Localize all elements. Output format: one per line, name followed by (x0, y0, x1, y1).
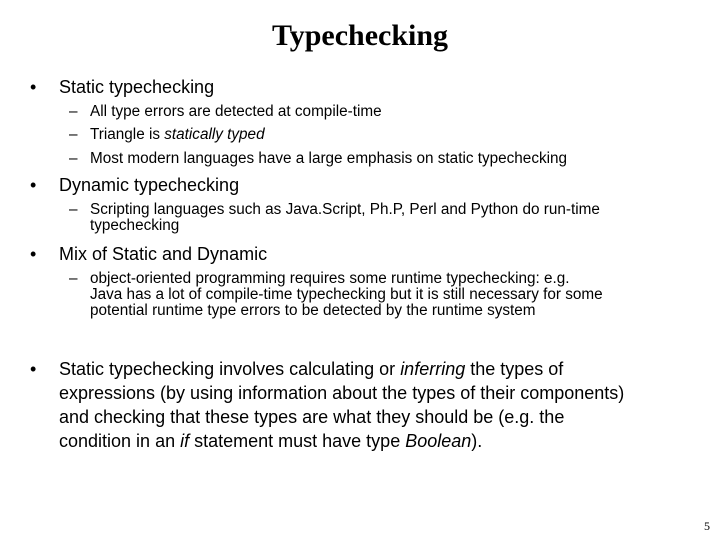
bullet-text: Dynamic typechecking (59, 175, 240, 195)
bullet-dot: • (30, 244, 37, 264)
sub-bullet-text: object-oriented programming requires some runtime typechecking: e.g. Java has a lot of compile-time typechecking but it is still necessary for some potential runtime type errors to be detected by the runtime system (90, 270, 603, 319)
page-number: 5 (704, 519, 710, 533)
bullet-text: Static typechecking involves calculating or inferring the types of expressions (by using information about the types of their components) and checking that these types are what they should be (e.g. the condition in an if statement must have type Boolean). (59, 359, 625, 451)
dash-marker: – (69, 103, 78, 120)
bullet-dot: • (30, 175, 37, 195)
dash-marker: – (69, 270, 78, 287)
bullet-text: Static typechecking (59, 77, 215, 97)
sub-bullet-text: Triangle is statically typed (90, 126, 265, 143)
sub-bullet-text: Most modern languages have a large emphasis on static typechecking (90, 150, 568, 167)
sub-bullet-text: Scripting languages such as Java.Script, Ph.P, Perl and Python do run-time typechecking (90, 201, 600, 234)
bullet-dot: • (30, 359, 37, 379)
sub-bullet-text: All type errors are detected at compile-time (90, 103, 382, 120)
slide-title: Typechecking (271, 19, 449, 52)
bullet-text: Mix of Static and Dynamic (59, 244, 268, 264)
dash-marker: – (69, 201, 78, 218)
dash-marker: – (69, 150, 78, 167)
bullet-dot: • (30, 77, 37, 97)
dash-marker: – (69, 126, 78, 143)
